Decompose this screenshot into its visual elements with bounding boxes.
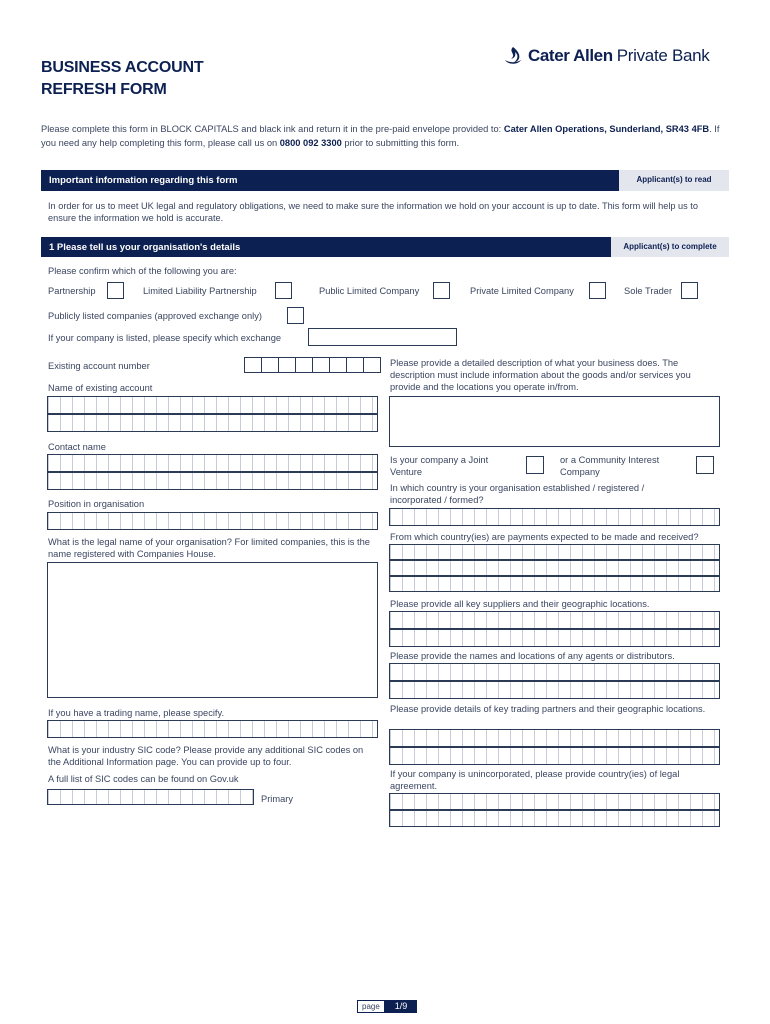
- trading-partners-label: Please provide details of key trading partners and their geographic locations.: [390, 704, 706, 714]
- listed-exchange-input[interactable]: [308, 328, 457, 346]
- confirm-type-label: Please confirm which of the following you are:: [48, 266, 237, 276]
- unincorporated-input-2[interactable]: [389, 810, 720, 827]
- intro-text: [41, 123, 731, 150]
- phone-number: 0800 092 3300: [279, 137, 342, 148]
- logo-text-bold: Cater Allen: [528, 46, 613, 65]
- partnership-checkbox[interactable]: [107, 282, 124, 299]
- intro-text-3: prior to submitting this form.: [341, 137, 460, 148]
- trading-partners-input-2[interactable]: [389, 747, 720, 765]
- llp-checkbox[interactable]: [275, 282, 292, 299]
- contact-name-input-2[interactable]: [47, 472, 378, 490]
- legal-name-label: What is the legal name of your organisation? For limited companies, this is the name registered with Companies House.: [48, 537, 370, 559]
- agents-input-2[interactable]: [389, 681, 720, 699]
- unincorporated-label: If your company is unincorporated, please provide country(ies) of legal agreement.: [390, 769, 680, 791]
- type-sole-trader-label: Sole Trader: [624, 286, 673, 296]
- payments-country-input-3[interactable]: [389, 576, 720, 592]
- title-line-2: REFRESH FORM: [41, 81, 167, 98]
- trading-name-label: If you have a trading name, please specify.: [48, 708, 225, 718]
- contact-name-label: Contact name: [48, 442, 106, 452]
- private-ltd-checkbox[interactable]: [589, 282, 606, 299]
- publicly-listed-checkbox[interactable]: [287, 307, 304, 324]
- position-label: Position in organisation: [48, 499, 145, 509]
- trading-partners-input-1[interactable]: [389, 729, 720, 747]
- key-suppliers-label: Please provide all key suppliers and their geographic locations.: [390, 599, 650, 609]
- account-name-input-1[interactable]: [47, 396, 378, 414]
- section-1-heading: 1 Please tell us your organisation's details: [49, 242, 241, 253]
- business-description-textarea[interactable]: [389, 396, 720, 447]
- important-info-heading: Important information regarding this form: [49, 175, 238, 186]
- agents-input-1[interactable]: [389, 663, 720, 681]
- payments-country-input-1[interactable]: [389, 544, 720, 560]
- logo-text-regular: Private Bank: [616, 46, 710, 65]
- agents-label: Please provide the names and locations of any agents or distributors.: [390, 651, 675, 661]
- business-description-label: Please provide a detailed description of what your business does. The description must include information about the goods and/or services you provide and the locations you operate in/from.: [390, 358, 691, 392]
- type-llp-label: Limited Liability Partnership: [143, 286, 257, 296]
- intro-text-1: Please complete this form in BLOCK CAPITALS and black ink and return it in the pre-paid envelope provided to:: [41, 124, 504, 134]
- unincorporated-input-1[interactable]: [389, 793, 720, 810]
- sic-list-label: A full list of SIC codes can be found on Gov.uk: [48, 774, 239, 784]
- sic-code-label: What is your industry SIC code? Please provide any additional SIC codes on the Additional Information page. You can provide up to four.: [48, 745, 364, 767]
- plc-checkbox[interactable]: [433, 282, 450, 299]
- applicants-complete-tag: Applicant(s) to complete: [611, 237, 729, 257]
- position-input[interactable]: [47, 512, 378, 530]
- page-label: page: [357, 1000, 385, 1013]
- sic-primary-input[interactable]: [47, 789, 254, 805]
- return-address: Cater Allen Operations, Sunderland, SR43 4FB: [503, 124, 710, 134]
- account-name-input-2[interactable]: [47, 414, 378, 432]
- type-partnership-label: Partnership: [48, 286, 96, 296]
- listed-exchange-label: If your company is listed, please specify which exchange: [48, 333, 282, 343]
- flame-logo-icon: [502, 46, 524, 66]
- intro-text-2: . If you need any help completing this form, please call us on: [41, 124, 720, 148]
- community-interest-label: or a Community Interest Company: [560, 455, 660, 477]
- applicants-read-tag: Applicant(s) to read: [619, 170, 729, 191]
- key-suppliers-input-1[interactable]: [389, 611, 720, 629]
- existing-account-name-label: Name of existing account: [48, 383, 153, 393]
- page-title: [41, 57, 203, 101]
- publicly-listed-label: Publicly listed companies (approved exchange only): [48, 311, 262, 321]
- contact-name-input-1[interactable]: [47, 454, 378, 472]
- section-1-header: [41, 237, 619, 257]
- type-private-ltd-label: Private Limited Company: [470, 286, 574, 296]
- joint-venture-checkbox[interactable]: [526, 456, 544, 474]
- bank-logo: [502, 44, 710, 68]
- existing-account-number-label: Existing account number: [48, 361, 150, 371]
- payments-country-input-2[interactable]: [389, 560, 720, 576]
- community-interest-checkbox[interactable]: [696, 456, 714, 474]
- legal-name-textarea[interactable]: [47, 562, 378, 698]
- trading-name-input[interactable]: [47, 720, 378, 738]
- important-info-text: In order for us to meet UK legal and regulatory obligations, we need to make sure the information we hold on your account is up to date. This form will help us to ensure the information we hold is accurate.: [48, 201, 698, 223]
- country-established-input[interactable]: [389, 508, 720, 526]
- joint-venture-label: Is your company a Joint Venture: [390, 455, 489, 477]
- sic-primary-label: Primary: [261, 794, 294, 804]
- title-line-1: BUSINESS ACCOUNT: [41, 59, 204, 76]
- country-established-label: In which country is your organisation established / registered / incorporated / formed?: [390, 483, 645, 505]
- page-number: 1/9: [385, 1000, 418, 1013]
- key-suppliers-input-2[interactable]: [389, 629, 720, 647]
- account-number-input[interactable]: [244, 357, 381, 373]
- important-info-header: [41, 170, 619, 191]
- type-plc-label: Public Limited Company: [319, 286, 420, 296]
- sole-trader-checkbox[interactable]: [681, 282, 698, 299]
- page-indicator: [357, 1000, 417, 1013]
- payments-country-label: From which country(ies) are payments expected to be made and received?: [390, 532, 699, 542]
